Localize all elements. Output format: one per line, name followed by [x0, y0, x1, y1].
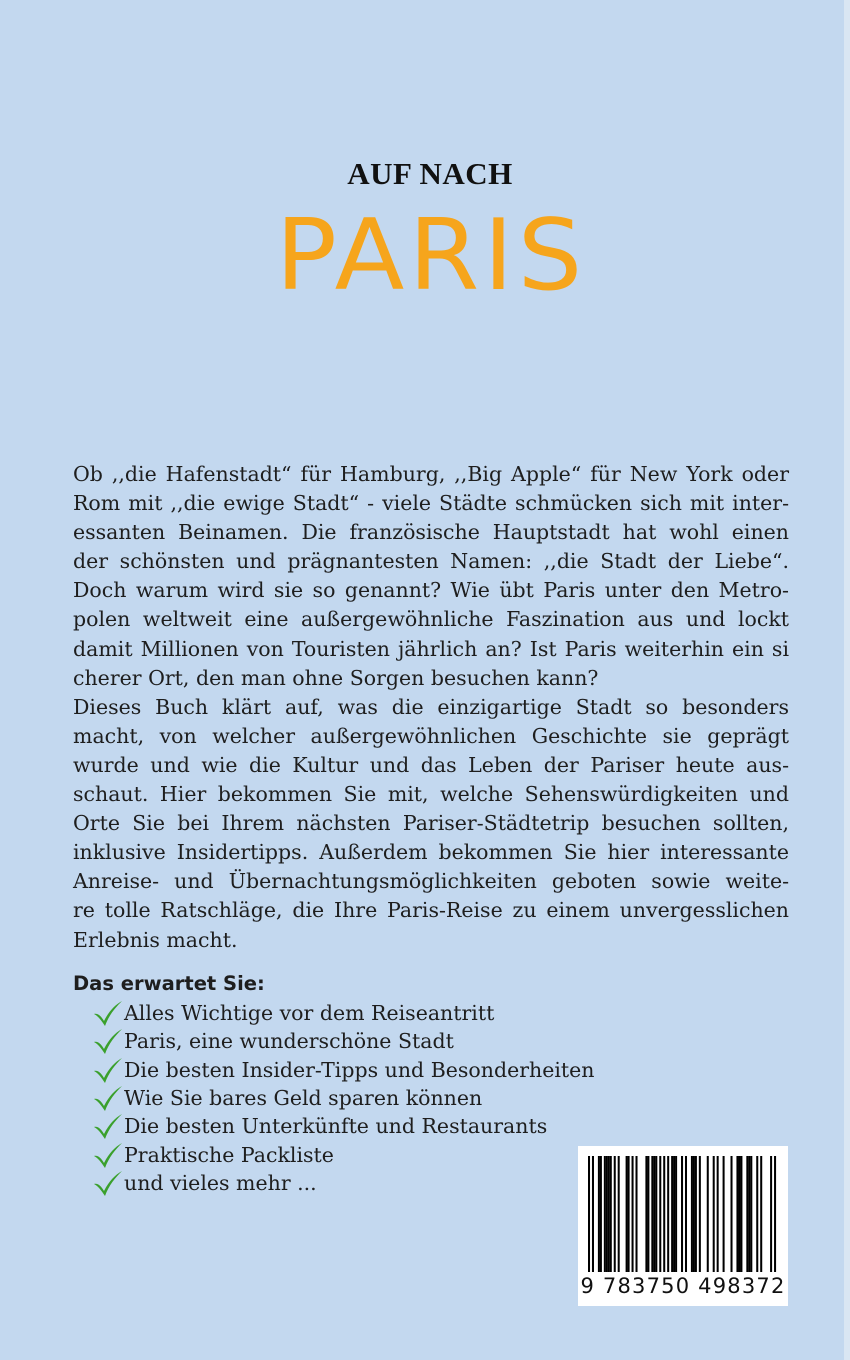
barcode-bar — [738, 1156, 740, 1272]
barcode-bar — [693, 1156, 695, 1272]
isbn-number: 9 783750 498372 — [580, 1274, 786, 1298]
barcode-bar — [667, 1156, 669, 1272]
checkmark-icon — [92, 1056, 124, 1084]
barcode-bars — [578, 1146, 788, 1276]
feature-label: Die besten Unterkünfte und Restaurants — [124, 1114, 548, 1139]
blurb-line: Ob ,,die Hafenstadt“ für Hamburg, ,,Big Apple“ für New York oder — [73, 462, 789, 486]
blurb-text — [73, 460, 789, 955]
barcode-bar — [760, 1156, 762, 1272]
blurb-line: Rom mit ,,die ewige Stadt“ - viele Städte schmücken sich mit inter- — [73, 491, 789, 516]
checkmark-icon — [92, 1084, 124, 1112]
feature-label: Wie Sie bares Geld sparen können — [124, 1086, 483, 1111]
barcode-bar — [740, 1156, 742, 1272]
blurb-line: Erlebnis macht. — [73, 927, 238, 952]
barcode-bar — [592, 1156, 594, 1272]
barcode-bar — [748, 1156, 750, 1272]
barcode-bar — [774, 1156, 776, 1272]
barcode-bar — [645, 1156, 647, 1272]
feature-item — [92, 1169, 594, 1197]
blurb-line: macht, von welcher außergewöhnlichen Geschichte sie geprägt — [73, 723, 789, 748]
barcode-bar — [699, 1156, 701, 1272]
checkmark-icon — [92, 1169, 124, 1197]
blurb-line: Dieses Buch klärt auf, was die einzigartige Stadt so besonders — [73, 694, 789, 719]
feature-item — [92, 1112, 594, 1140]
blurb-line: wurde und wie die Kultur und das Leben der Pariser heute aus- — [73, 752, 789, 777]
barcode-bar — [606, 1156, 608, 1272]
barcode-bar — [608, 1156, 610, 1272]
barcode-bar — [598, 1156, 600, 1272]
feature-label: und vieles mehr ... — [124, 1170, 317, 1195]
checkmark-icon — [92, 999, 124, 1027]
barcode-bar — [626, 1156, 628, 1272]
barcode-bar — [614, 1156, 616, 1272]
feature-label: Praktische Packliste — [124, 1142, 334, 1167]
blurb-line: damit Millionen von Touristen jährlich an? Ist Paris weiterhin ein si — [73, 636, 789, 661]
feature-item — [92, 999, 594, 1027]
barcode-bar — [770, 1156, 772, 1272]
features-list — [92, 999, 594, 1197]
barcode-bar — [628, 1156, 630, 1272]
barcode-bar — [736, 1156, 738, 1272]
blurb-line: cherer Ort, den man ohne Sorgen besuchen kann? — [73, 665, 599, 690]
barcode-bar — [750, 1156, 752, 1272]
barcode-bar — [600, 1156, 602, 1272]
blurb-line: schaut. Hier bekommen Sie mit, welche Sehenswürdigkeiten und — [73, 782, 789, 807]
barcode-bar — [731, 1156, 733, 1272]
feature-item — [92, 1056, 594, 1084]
blurb-line: essanten Beinamen. Die französische Hauptstadt hat wohl einen — [73, 520, 789, 545]
feature-label: Die besten Insider-Tipps und Besonderheiten — [124, 1057, 595, 1082]
feature-label: Alles Wichtige vor dem Reiseantritt — [124, 1001, 495, 1026]
blurb-line: polen weltweit eine außergewöhnliche Faszination aus und lockt — [73, 607, 789, 632]
barcode-bar — [671, 1156, 673, 1272]
feature-item — [92, 1084, 594, 1112]
features-heading: Das erwartet Sie: — [73, 972, 265, 995]
blurb-line: der schönsten und prägnantesten Namen: ,,die Stadt der Liebe“. — [73, 549, 789, 574]
checkmark-icon — [92, 1112, 124, 1140]
barcode-bar — [647, 1156, 649, 1272]
barcode-bar — [653, 1156, 655, 1272]
barcode-bar — [685, 1156, 687, 1272]
checkmark-icon — [92, 1141, 124, 1169]
title-kicker: AUF NACH — [347, 156, 513, 191]
blurb-line: Orte Sie bei Ihrem nächsten Pariser-Städtetrip besuchen sollten, — [73, 811, 789, 836]
blurb-line: re tolle Ratschläge, die Ihre Paris-Reise zu einem unvergesslichen — [73, 898, 789, 923]
title-city: PARIS — [275, 199, 587, 313]
barcode-bar — [610, 1156, 612, 1272]
barcode-bar — [588, 1156, 590, 1272]
barcode-bar — [659, 1156, 661, 1272]
barcode-bar — [618, 1156, 620, 1272]
feature-item — [92, 1140, 594, 1168]
feature-item — [92, 1027, 594, 1055]
barcode-bar — [717, 1156, 719, 1272]
blurb-line: Doch warum wird sie so genannt? Wie übt Paris unter den Metro- — [73, 578, 789, 603]
barcode-bar — [651, 1156, 653, 1272]
barcode-bar — [681, 1156, 683, 1272]
barcode-bar — [673, 1156, 675, 1272]
barcode-bar — [675, 1156, 677, 1272]
barcode-bar — [713, 1156, 715, 1272]
barcode-bar — [691, 1156, 693, 1272]
barcode-bar — [604, 1156, 606, 1272]
checkmark-icon — [92, 1027, 124, 1055]
blurb-line: Anreise- und Übernachtungsmöglichkeiten geboten sowie weite- — [73, 869, 789, 894]
barcode-bar — [632, 1156, 634, 1272]
barcode-bar — [655, 1156, 657, 1272]
barcode-bar — [636, 1156, 638, 1272]
barcode — [578, 1146, 788, 1306]
blurb-line: inklusive Insidertipps. Außerdem bekommen Sie hier interessante — [73, 840, 789, 865]
barcode-bar — [663, 1156, 665, 1272]
barcode-bar — [723, 1156, 725, 1272]
barcode-bar — [746, 1156, 748, 1272]
barcode-bar — [756, 1156, 758, 1272]
feature-label: Paris, eine wunderschöne Stadt — [124, 1029, 454, 1054]
barcode-bar — [707, 1156, 709, 1272]
barcode-bar — [695, 1156, 697, 1272]
